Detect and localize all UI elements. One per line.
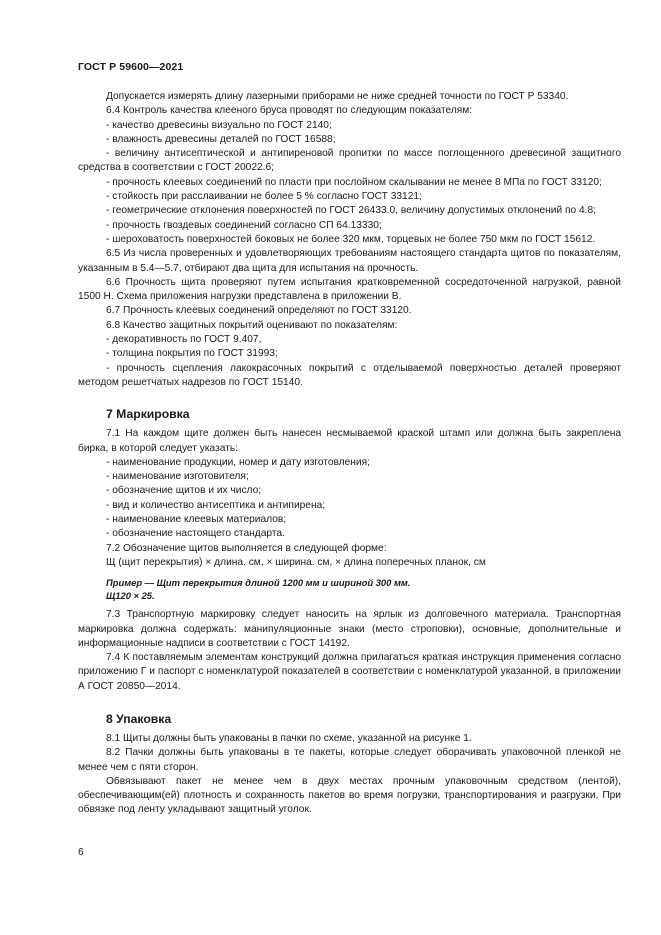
paragraph-6-5: 6.5 Из числа проверенных и удовлетворяющих требованиям настоящего стандарта щитов по показателям, указанным в 5.4—5.7, отбирают два щита для испытания на прочность.: [78, 248, 621, 274]
page-number: 6: [78, 847, 84, 858]
list-item: - шероховатость поверхностей боковых не более 320 мкм, торцевых не более 750 мкм по ГОСТ 15612.: [106, 233, 596, 245]
designation-formula: Щ (щит перекрытия) × длина. см, × ширина. см, × длина поперечных планок, см: [106, 556, 486, 568]
section-7-heading: 7 Маркировка: [106, 407, 190, 422]
list-item: - прочность гвоздевых соединений согласно СП 64.13330;: [106, 219, 382, 231]
list-item: - наименование продукции, номер и дату изготовления;: [106, 456, 370, 468]
list-item: - обозначение настоящего стандарта.: [106, 528, 285, 540]
paragraph-7-1: 7.1 На каждом щите должен быть нанесен несмываемой краской штамп или должна быть закреплена бирка, в которой следует указать:: [78, 428, 621, 454]
list-item: - толщина покрытия по ГОСТ 31993;: [106, 348, 278, 360]
paragraph-7-4: 7.4 К поставляемым элементам конструкций должна прилагаться краткая инструкция применения согласно приложению Г и паспорт с номенклатурой показателей в соответствии с номенклатурой указанной, в приложении А ГОСТ 20850—2014.: [78, 652, 621, 692]
example-block: [78, 576, 621, 602]
paragraph-6-6: 6.6 Прочность щита проверяют путем испытания кратковременной сосредоточенной нагрузкой, равной 1500 Н. Схема приложения нагрузки представлена в приложении В.: [78, 276, 621, 303]
paragraph: Обвязывают пакет не менее чем в двух местах прочным упаковочным средством (лентой), обеспечивающим(ей) плотность и сохранность пакетов во время погрузки, транспортирования и разгрузки. При обвязке под ленту укладывают защитный уголок.: [78, 775, 621, 816]
paragraph-6-4: 6.4 Контроль качества клееного бруса проводят по следующим показателям:: [106, 105, 473, 117]
paragraph: Допускается измерять длину лазерными приборами не ниже средней точности по ГОСТ Р 53340.: [106, 91, 569, 102]
paragraph-6-7: 6.7 Прочность клеевых соединений определяют по ГОСТ 33120.: [106, 305, 412, 317]
example-designation: Щ120 × 25.: [106, 590, 155, 602]
list-item: - обозначение щитов и их число;: [106, 485, 262, 497]
example-text: Пример — Щит перекрытия длиной 1200 мм и шириной 300 мм.: [106, 577, 411, 589]
list-item: - качество древесины визуально по ГОСТ 2140;: [106, 119, 332, 131]
list-item: - величину антисептической и антипиреновой пропитки по массе поглощенного древесиной защитного средства в соответствии с ГОСТ 20022.6;: [78, 148, 621, 174]
list-item: - вид и количество антисептика и антипирена;: [106, 499, 326, 511]
list-item: - прочность клеевых соединений по пласти при послойном скалывании не менее 8 МПа по ГОСТ 33120;: [106, 176, 602, 188]
paragraph-6-8: 6.8 Качество защитных покрытий оценивают по показателям:: [106, 319, 398, 331]
paragraph-8-1: 8.1 Щиты должны быть упакованы в пачки по схеме, указанной на рисунке 1.: [106, 732, 472, 744]
list-item: - наименование клеевых материалов;: [106, 514, 287, 526]
paragraph-8-2: 8.2 Пачки должны быть упакованы в те пакеты, которые следует оборачивать упаковочной пленкой не менее чем с пяти сторон.: [78, 747, 621, 773]
list-item: - наименование изготовителя;: [106, 471, 249, 483]
list-item: - геометрические отклонения поверхностей по ГОСТ 26433.0, величину допустимых отклонений по 4.8;: [106, 205, 596, 217]
list-item: - стойкость при расслаивании не более 5 % согласно ГОСТ 33121;: [106, 191, 422, 203]
paragraph-7-3: 7.3 Транспортную маркировку следует наносить на ярлык из долговечного материала. Транспортная маркировка должна содержать: манипуляционные знаки (место строповки), основные, дополнительные и информационные надписи в соответствии с ГОСТ 14192.: [78, 609, 621, 649]
section-8-heading: 8 Упаковка: [106, 711, 172, 726]
list-item: - прочность сцепления лакокрасочных покрытий с отделываемой поверхностью деталей проверяют методом решетчатых надрезов по ГОСТ 15140.: [78, 362, 621, 388]
list-item: - декоративность по ГОСТ 9.407,: [106, 334, 262, 346]
document-header: ГОСТ Р 59600—2021: [78, 61, 184, 73]
paragraph-7-2: 7.2 Обозначение щитов выполняется в следующей форме:: [106, 542, 387, 554]
list-item: - влажность древесины деталей по ГОСТ 16588;: [106, 133, 336, 145]
page-body: [78, 90, 621, 818]
